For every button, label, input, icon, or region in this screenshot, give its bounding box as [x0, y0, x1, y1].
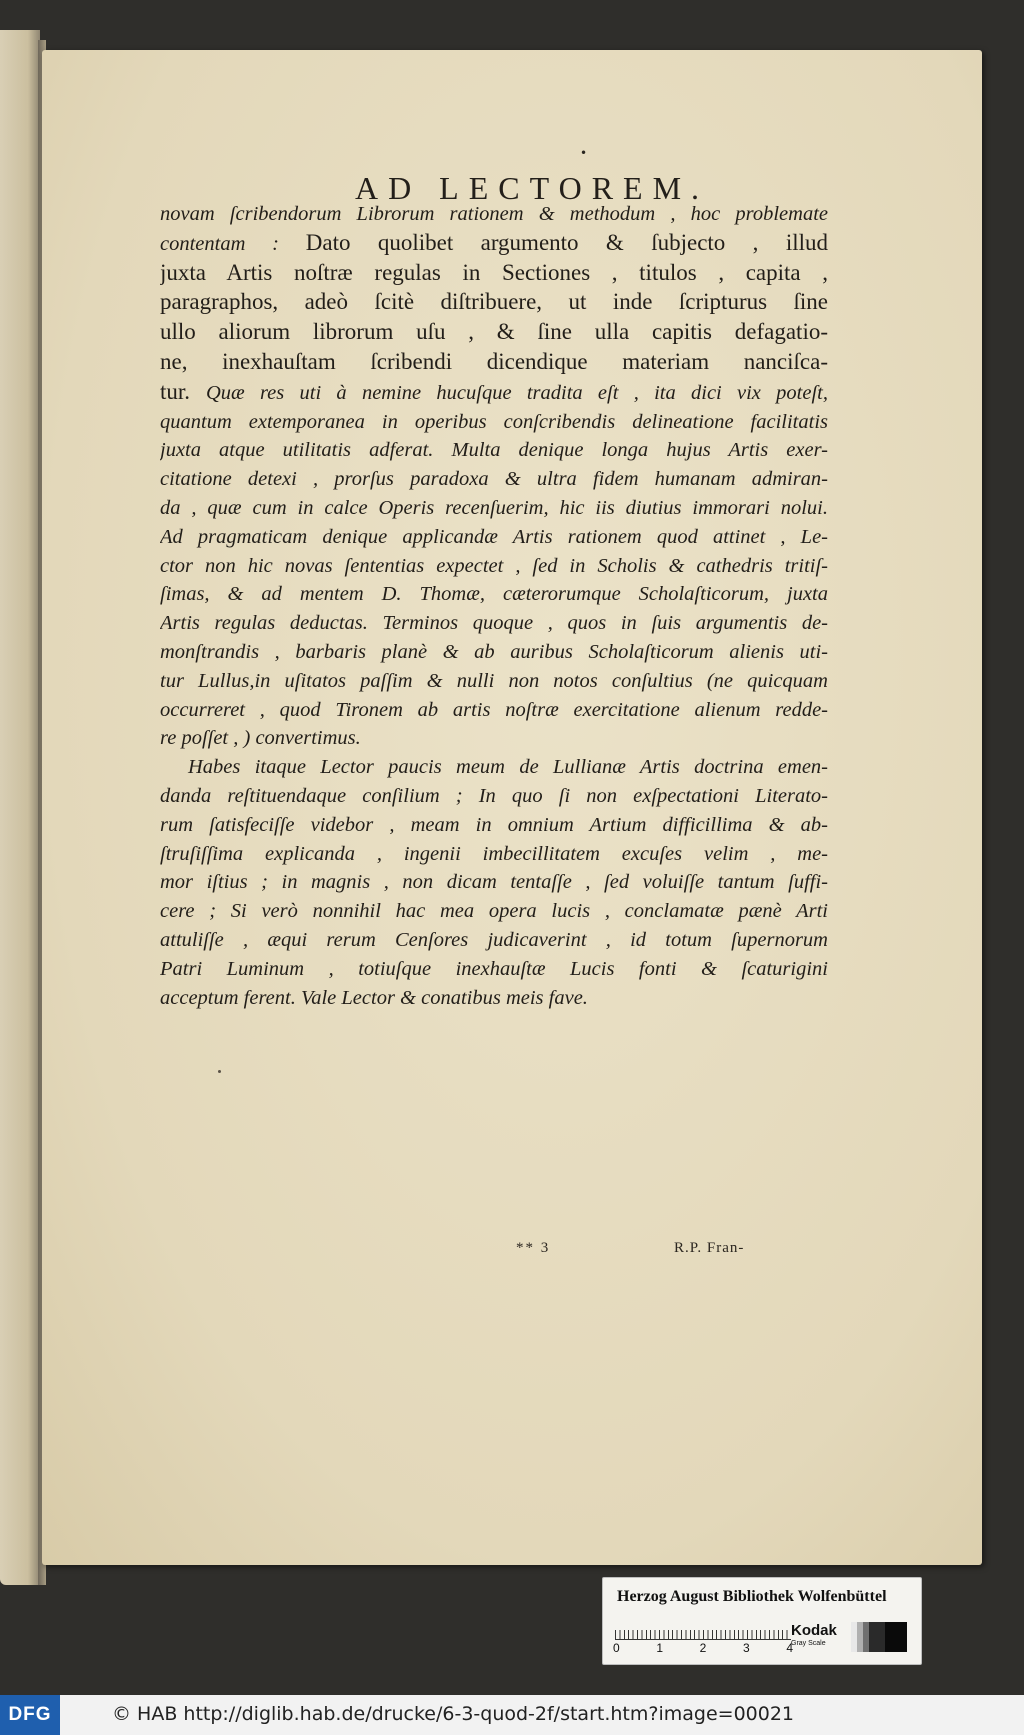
roman-run: juxta Artis noſtræ regulas in Sectiones , titulos , capita ,: [160, 259, 828, 285]
italic-run: monſtrandis , barbaris planè & ab auribus Scholaſticorum alienis uti-: [160, 640, 828, 663]
copyright-link[interactable]: © HAB http://diglib.hab.de/drucke/6-3-quod-2f/start.htm?image=00021: [112, 1703, 795, 1725]
ruler-number: 4: [786, 1641, 793, 1655]
italic-run: Quæ res uti à nemine hucuſque tradita eſt , ita dici vix poteſt,: [205, 381, 828, 404]
ruler-number: 0: [613, 1641, 620, 1655]
ruler-number: 3: [742, 1641, 750, 1655]
page-body-text: [160, 200, 828, 1012]
italic-run: contentam :: [160, 232, 306, 255]
text-line: [160, 259, 828, 289]
text-line: [160, 200, 828, 229]
text-line: [160, 926, 828, 955]
text-line: [160, 638, 828, 667]
italic-run: novam ſcribendorum Librorum rationem & methodum , hoc problemate: [160, 203, 828, 225]
kodak-label: Kodak: [791, 1622, 837, 1639]
ruler-number: 2: [699, 1641, 707, 1655]
italic-run: quantum extemporanea in operibus conſcribendis delineatione facilitatis: [160, 410, 828, 433]
ruler-numbers: [613, 1641, 793, 1655]
text-line: [160, 465, 828, 494]
text-line: [160, 609, 828, 638]
text-line: [160, 494, 828, 523]
italic-run: rum ſatisfeciſſe videbor , meam in omnium Artium difficillima & ab-: [160, 813, 828, 836]
italic-run: juxta atque utilitatis adferat. Multa denique longa hujus Artis exer-: [160, 439, 828, 462]
grayscale-label: Gray Scale: [791, 1640, 826, 1647]
text-line: [160, 897, 828, 926]
text-line: [160, 811, 828, 840]
roman-run: ne, inexhauſtam ſcribendi dicendique materiam nanciſca-: [160, 348, 828, 374]
roman-run: Dato quolibet argumento & ſubjecto , illud: [305, 229, 828, 255]
roman-run: tur.: [160, 378, 206, 404]
signature-mark: ** 3: [516, 1240, 551, 1256]
library-name: Herzog August Bibliothek Wolfenbüttel: [617, 1588, 887, 1605]
italic-run: occurreret , quod Tironem ab artis noſtræ exercitatione alienum redde-: [160, 698, 828, 721]
ink-speck: [218, 1070, 221, 1073]
gray-patch: [869, 1622, 885, 1652]
text-line: [160, 318, 828, 348]
text-line: [160, 724, 828, 753]
text-line: [160, 552, 828, 581]
text-line: [160, 753, 828, 782]
page-dot: •: [580, 146, 588, 160]
italic-run: attuliſſe , æqui rerum Cenſores judicaverint , id totum ſupernorum: [160, 928, 828, 951]
text-line: [160, 696, 828, 725]
catchword: R.P. Fran-: [674, 1240, 745, 1256]
text-line: [160, 288, 828, 318]
text-line: [160, 408, 828, 437]
text-line: [160, 667, 828, 696]
roman-run: paragraphos, adeò ſcitè diſtribuere, ut inde ſcripturus ſine: [160, 289, 828, 315]
text-line: [160, 868, 828, 897]
footer-bar: [0, 1695, 1024, 1735]
italic-run: tur Lullus,in uſitatos paſſim & nulli non notos conſultius (ne quicquam: [160, 669, 828, 692]
italic-run: ſtruſiſſima explicanda , ingenii imbecillitatem excuſes velim , me-: [160, 842, 828, 865]
italic-run: Ad pragmaticam denique applicandæ Artis rationem quod attinet , Le-: [160, 525, 828, 548]
roman-run: ullo aliorum librorum uſu , & ſine ulla capitis defagatio-: [160, 319, 828, 345]
text-line: [160, 436, 828, 465]
book-page: [42, 50, 982, 1565]
italic-run: Habes itaque Lector paucis meum de Lullianæ Artis doctrina emen-: [188, 756, 828, 779]
text-line: [160, 984, 828, 1013]
italic-run: acceptum ferent. Vale Lector & conatibus meis fave.: [160, 986, 588, 1009]
page-header: AD LECTOREM.: [354, 170, 710, 206]
ruler-number: 1: [656, 1641, 664, 1655]
text-line: [160, 523, 828, 552]
italic-run: re poſſet , ) convertimus.: [160, 727, 361, 750]
text-line: [160, 580, 828, 609]
text-line: [160, 348, 828, 378]
facing-page-edge: [0, 30, 40, 1585]
text-line: [160, 955, 828, 984]
text-line: [160, 378, 828, 408]
italic-run: ſimas, & ad mentem D. Thomæ, cæterorumque Scholaſticorum, juxta: [160, 583, 828, 606]
text-line: [160, 840, 828, 869]
italic-run: Artis regulas deductas. Terminos quoque , quos in ſuis argumentis de-: [160, 612, 828, 635]
dfg-logo[interactable]: DFG: [0, 1695, 60, 1735]
italic-run: citatione detexi , prorſus paradoxa & ultra fidem humanam admiran-: [160, 468, 828, 491]
italic-run: danda reſtituendaque conſilium ; In quo ſi non exſpectationi Literato-: [160, 784, 828, 807]
italic-run: ctor non hic novas ſententias expectet , ſed in Scholis & cathedris tritiſ-: [160, 554, 828, 577]
italic-run: Patri Luminum , totiuſque inexhauſtæ Lucis fonti & ſcaturigini: [160, 957, 828, 980]
italic-run: cere ; Si verò nonnihil hac mea opera lucis , conclamatæ pænè Arti: [160, 900, 828, 923]
scale-ruler: [615, 1616, 791, 1640]
italic-run: mor iſtius ; in magnis , non dicam tentaſſe , ſed voluiſſe tantum ſuffi-: [160, 871, 828, 894]
gray-patch: [885, 1622, 907, 1652]
library-color-card: [602, 1577, 922, 1665]
text-line: [160, 229, 828, 259]
text-line: [160, 782, 828, 811]
italic-run: da , quæ cum in calce Operis recenſuerim, hic iis diutius immorari nolui.: [160, 496, 828, 519]
